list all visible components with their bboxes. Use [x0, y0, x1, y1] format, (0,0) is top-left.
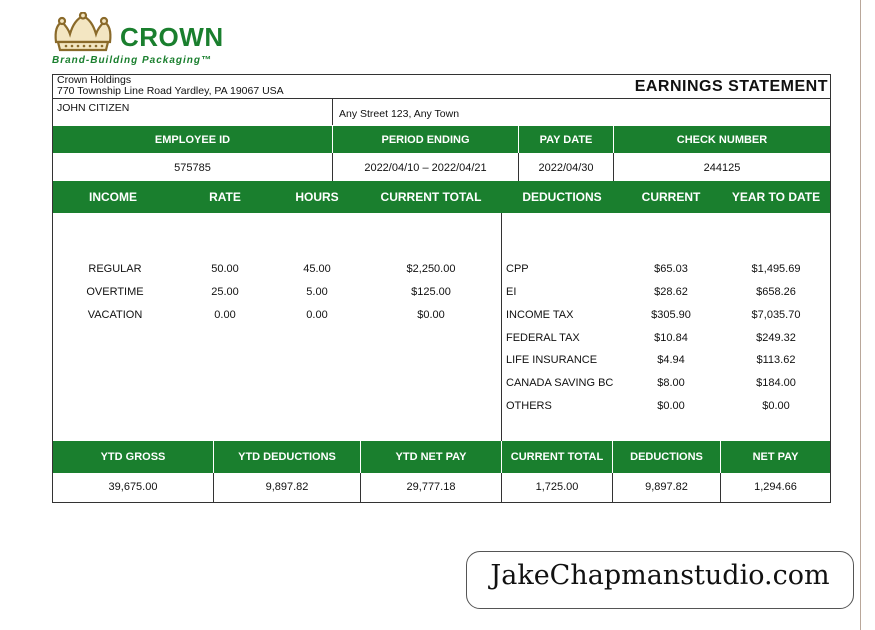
- crown-icon: [50, 12, 116, 54]
- income-type: VACATION: [87, 309, 143, 321]
- pay-date-label: PAY DATE: [539, 134, 593, 146]
- ytd-deductions-value: 9,897.82: [265, 481, 309, 493]
- crown-logo: [50, 12, 250, 70]
- employee-address: Any Street 123, Any Town: [339, 108, 460, 120]
- watermark-label: [466, 551, 854, 609]
- deduction-current: $65.03: [654, 263, 688, 275]
- employee-name: JOHN CITIZEN: [57, 102, 130, 114]
- company-name: Crown Holdings: [57, 74, 132, 86]
- deduction-ytd: $249.32: [756, 332, 796, 344]
- deduction-name: CPP: [506, 263, 529, 275]
- deduction-ytd: $184.00: [756, 377, 796, 389]
- deduction-current: $4.94: [657, 354, 685, 366]
- deduction-name: INCOME TAX: [506, 309, 574, 321]
- hours-col-header: HOURS: [295, 190, 339, 204]
- check-number-label: CHECK NUMBER: [676, 134, 768, 146]
- current-total-label: CURRENT TOTAL: [510, 451, 604, 463]
- ytd-net-pay-value: 29,777.18: [406, 481, 456, 493]
- divider: [332, 98, 333, 125]
- income-total: $125.00: [411, 286, 451, 298]
- divider: [613, 126, 614, 153]
- current-col-header: CURRENT: [641, 190, 701, 204]
- deduction-ytd: $7,035.70: [751, 309, 801, 321]
- employee-id-label: EMPLOYEE ID: [154, 134, 231, 146]
- deduction-name: LIFE INSURANCE: [506, 354, 598, 366]
- deductions-value: 9,897.82: [645, 481, 688, 493]
- net-pay-value: 1,294.66: [754, 481, 797, 493]
- ytd-col-header: YEAR TO DATE: [731, 190, 821, 204]
- deduction-name: CANADA SAVING BC: [506, 377, 614, 389]
- current-total-value: 1,725.00: [535, 481, 579, 493]
- divider: [360, 441, 361, 473]
- deduction-current: $28.62: [654, 286, 688, 298]
- period-ending-label: PERIOD ENDING: [381, 134, 470, 146]
- income-type: REGULAR: [88, 263, 142, 275]
- income-rate: 25.00: [211, 286, 239, 298]
- ytd-net-pay-label: YTD NET PAY: [395, 451, 467, 463]
- ytd-gross-label: YTD GROSS: [100, 451, 166, 463]
- deduction-ytd: $658.26: [756, 286, 796, 298]
- deductions-col-header: DEDUCTIONS: [522, 190, 602, 204]
- deductions-label: DEDUCTIONS: [630, 451, 703, 463]
- income-hours: 0.00: [306, 309, 328, 321]
- income-total: $2,250.00: [406, 263, 456, 275]
- divider: [53, 98, 830, 99]
- company-address: 770 Township Line Road Yardley, PA 19067 USA: [57, 85, 284, 97]
- deduction-current: $305.90: [651, 309, 691, 321]
- income-hours: 45.00: [303, 263, 331, 275]
- divider: [213, 441, 214, 473]
- divider: [518, 126, 519, 153]
- statement-title: EARNINGS STATEMENT: [634, 78, 828, 95]
- net-pay-label: NET PAY: [752, 451, 799, 463]
- deduction-name: FEDERAL TAX: [506, 332, 580, 344]
- deduction-current: $8.00: [657, 377, 685, 389]
- logo-wordmark: CROWN: [120, 22, 224, 52]
- income-col-header: INCOME: [89, 190, 137, 204]
- ytd-gross-value: 39,675.00: [108, 481, 158, 493]
- income-type: OVERTIME: [86, 286, 144, 298]
- page-edge-rule: [860, 0, 861, 630]
- deduction-name: EI: [506, 286, 517, 298]
- income-hours: 5.00: [306, 286, 328, 298]
- pay-date-value: 2022/04/30: [538, 162, 594, 174]
- ytd-deductions-label: YTD DEDUCTIONS: [238, 451, 336, 463]
- check-number-value: 244125: [703, 162, 741, 174]
- divider: [720, 441, 721, 473]
- deduction-ytd: $0.00: [762, 400, 790, 412]
- divider: [501, 441, 502, 473]
- income-total: $0.00: [417, 309, 445, 321]
- earnings-statement: [52, 74, 831, 503]
- deduction-name: OTHERS: [506, 400, 552, 412]
- income-rate: 50.00: [211, 263, 239, 275]
- divider: [501, 213, 502, 441]
- deduction-ytd: $1,495.69: [751, 263, 801, 275]
- employee-id-value: 575785: [174, 162, 211, 174]
- deduction-current: $0.00: [657, 400, 685, 412]
- divider: [332, 126, 333, 153]
- watermark-text: JakeChapmanstudio.com: [490, 560, 830, 591]
- income-rate: 0.00: [214, 309, 236, 321]
- logo-tagline: Brand-Building Packaging™: [52, 55, 213, 66]
- period-ending-value: 2022/04/10 – 2022/04/21: [364, 162, 487, 174]
- current-total-col-header: CURRENT TOTAL: [380, 190, 482, 204]
- divider: [612, 441, 613, 473]
- deduction-current: $10.84: [654, 332, 688, 344]
- company-info: [57, 75, 284, 97]
- deduction-ytd: $113.62: [756, 354, 796, 366]
- rate-col-header: RATE: [209, 190, 241, 204]
